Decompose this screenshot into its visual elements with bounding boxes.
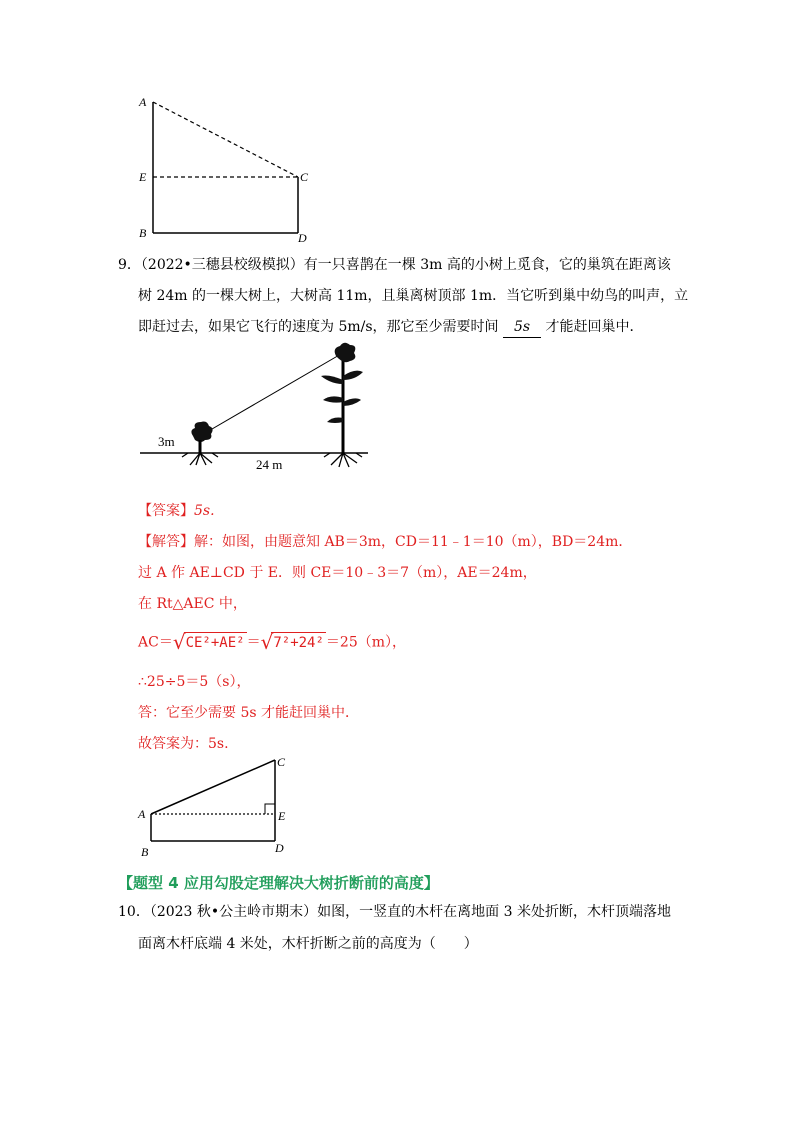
answer-blank: 5s [503,317,541,338]
solution-line-5: ∴25÷5＝5（s）， [138,674,251,690]
small-tree-icon [182,422,218,466]
fig1-label-c: C [300,170,309,184]
solution-line-3: 在 Rt△AEC 中， [138,596,247,612]
fig3-label-b: B [141,845,149,859]
height-label-3m: 3m [158,434,175,449]
big-tree-icon [321,343,363,467]
fig3-label-e: E [278,809,286,823]
fig3-label-d: D [275,841,284,855]
q9-line-2: 树 24m 的一棵大树上，大树高 11m，且巢离树顶部 1m．当它听到巢中幼鸟的叫声，立 [138,288,689,304]
formula-lhs: AC＝ [138,634,173,651]
answer-tag: 【答案】 [138,503,194,519]
formula-line [138,632,406,653]
radicand-2: 7²+24² [271,632,326,653]
distance-label-24m: 24 m [256,457,283,472]
fig3-label-a: A [138,807,146,821]
q9-line-3-pre: 即赶过去，如果它飞行的速度为 5m/s，那它至少需要时间 [138,319,499,335]
q9-line-3-post: 才能赶回巢中． [545,319,644,335]
solution-line-2: 过 A 作 AE⊥CD 于 E．则 CE＝10﹣3＝7（m），AE＝24m， [138,565,537,581]
answer-line [138,501,215,521]
formula-eq: ＝ [246,634,261,651]
sqrt-2: √7²+24² [260,630,324,654]
q10-line-1: 10．（2023 秋•公主岭市期末）如图，一竖直的木杆在离地面 3 米处折断，木杆顶端落地 [118,904,671,920]
q10-line-2: 面离木杆底端 4 米处，木杆折断之前的高度为（ ） [138,936,478,952]
fig1-label-e: E [139,170,147,184]
figure-2-trees-diagram [138,340,378,480]
solution-line-7: 故答案为：5s. [138,736,229,752]
section-heading: 【题型 4 应用勾股定理解决大树折断前的高度】 [118,874,439,892]
fig1-label-d: D [298,231,307,245]
q9-line-3 [138,317,643,338]
answer-value: 5s. [194,503,215,519]
sqrt-1: √CE²+AE² [172,630,245,654]
fig1-label-b: B [139,226,147,240]
figure-3-diagram [135,752,305,862]
explain-line [138,532,632,552]
fig3-label-c: C [277,755,286,769]
q9-line-1: 9．（2022•三穗县校级模拟）有一只喜鹊在一棵 3m 高的小树上觅食，它的巢筑在距离该 [118,257,671,273]
explain-tag: 【解答】 [138,534,194,550]
fig1-label-a: A [139,95,147,109]
formula-rhs: ＝25（m）， [325,634,407,651]
figure-1-diagram [130,90,330,245]
radicand-1: CE²+AE² [184,632,247,653]
explain-text: 解：如图，由题意知 AB＝3m，CD＝11﹣1＝10（m），BD＝24m． [194,534,633,550]
solution-line-6: 答：它至少需要 5s 才能赶回巢中． [138,705,359,721]
